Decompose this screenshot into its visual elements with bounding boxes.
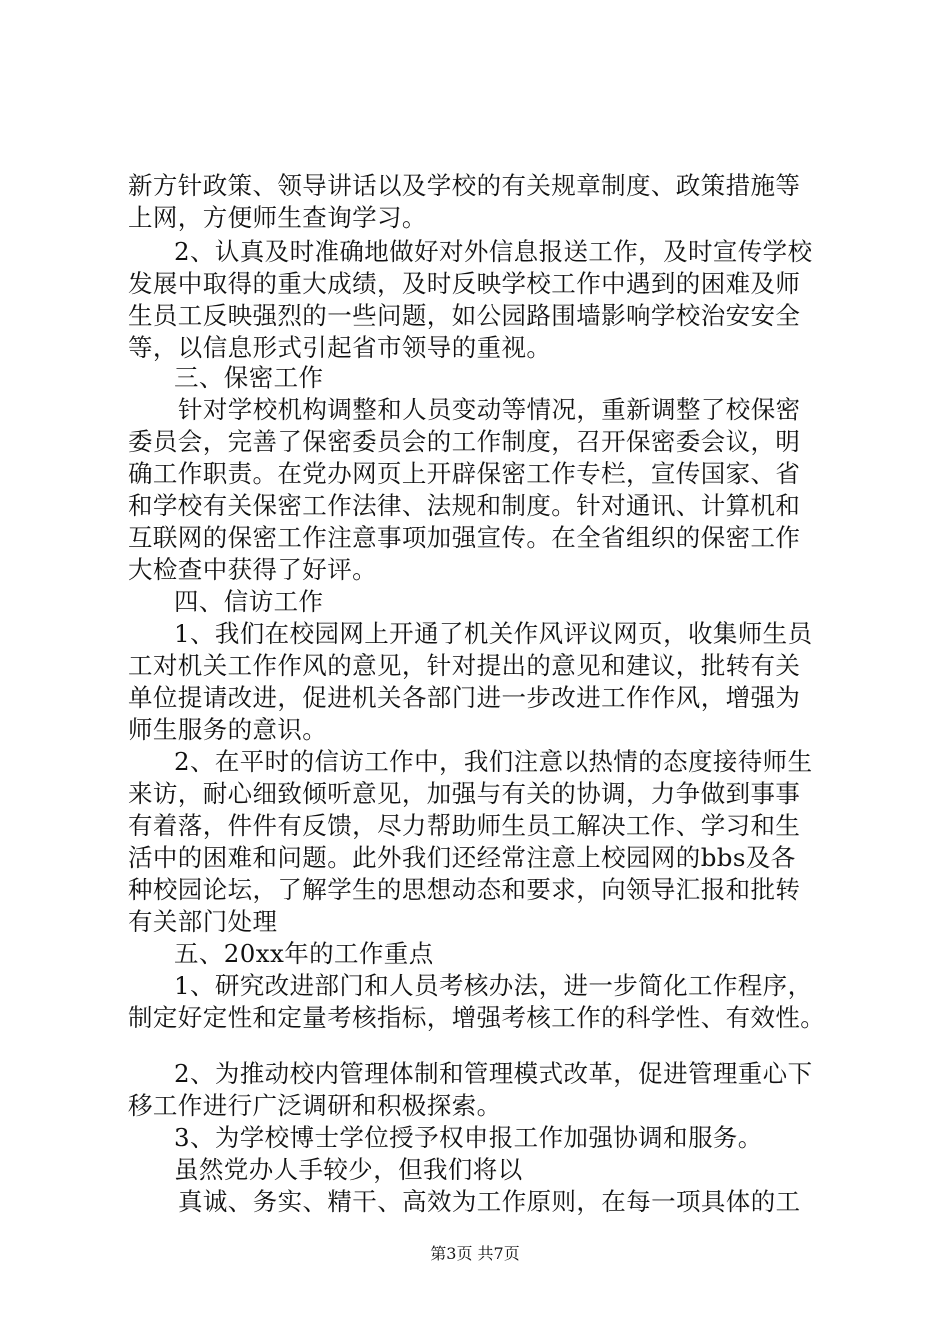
text-line: 单位提请改进，促进机关各部门进一步改进工作作风，增强为 xyxy=(128,683,801,712)
text-line: 移工作进行广泛调研和积极探索。 xyxy=(128,1091,502,1120)
text-line: 工对机关工作作风的意见，针对提出的意见和建议，批转有关 xyxy=(128,651,801,680)
text-line: 师生服务的意识。 xyxy=(128,715,328,744)
text-line: 新方针政策、领导讲话以及学校的有关规章制度、政策措施等 xyxy=(128,171,801,200)
text-line: 发展中取得的重大成绩，及时反映学校工作中遇到的困难及师 xyxy=(128,269,801,298)
text-line: 确工作职责。在党办网页上开辟保密工作专栏，宣传国家、省 xyxy=(128,459,801,488)
text-line: 制定好定性和定量考核指标，增强考核工作的科学性、有效性。 xyxy=(128,1003,826,1032)
text-line: 大检查中获得了好评。 xyxy=(128,555,377,584)
text-line: 有着落，件件有反馈，尽力帮助师生员工解决工作、学习和生 xyxy=(128,811,801,840)
text-line: 来访，耐心细致倾听意见，加强与有关的协调，力争做到事事 xyxy=(128,779,801,808)
text-line: 2、在平时的信访工作中，我们注意以热情的态度接待师生 xyxy=(174,747,813,776)
text-line: 上网，方便师生查询学习。 xyxy=(128,203,427,232)
section-heading: 四、信访工作 xyxy=(174,587,324,616)
section-heading: 三、保密工作 xyxy=(174,363,324,392)
text-line: 1、我们在校园网上开通了机关作风评议网页，收集师生员 xyxy=(174,619,813,648)
text-line: 和学校有关保密工作法律、法规和制度。针对通讯、计算机和 xyxy=(128,491,801,520)
text-line: 2、为推动校内管理体制和管理模式改革，促进管理重心下 xyxy=(174,1059,813,1088)
section-heading: 五、20xx年的工作重点 xyxy=(174,939,434,968)
text-line: 1、研究改进部门和人员考核办法，进一步简化工作程序， xyxy=(174,971,813,1000)
text-line: 针对学校机构调整和人员变动等情况，重新调整了校保密 xyxy=(178,395,801,424)
text-line: 生员工反映强烈的一些问题，如公园路围墙影响学校治安安全 xyxy=(128,301,801,330)
text-line: 活中的困难和问题。此外我们还经常注意上校园网的bbs及各 xyxy=(128,843,796,872)
text-line: 3、为学校博士学位授予权申报工作加强协调和服务。 xyxy=(174,1123,763,1152)
text-line: 虽然党办人手较少，但我们将以 xyxy=(174,1155,523,1184)
text-line: 互联网的保密工作注意事项加强宣传。在全省组织的保密工作 xyxy=(128,523,801,552)
text-line: 2、认真及时准确地做好对外信息报送工作，及时宣传学校 xyxy=(174,237,813,266)
page-number-footer: 第3页 共7页 xyxy=(430,1244,520,1263)
text-line: 真诚、务实、精干、高效为工作原则，在每一项具体的工 xyxy=(178,1187,801,1216)
text-line: 种校园论坛，了解学生的思想动态和要求，向领导汇报和批转 xyxy=(128,875,801,904)
text-line: 等，以信息形式引起省市领导的重视。 xyxy=(128,333,552,362)
text-line: 有关部门处理 xyxy=(128,907,278,936)
text-line: 委员会，完善了保密委员会的工作制度，召开保密委会议，明 xyxy=(128,427,801,456)
